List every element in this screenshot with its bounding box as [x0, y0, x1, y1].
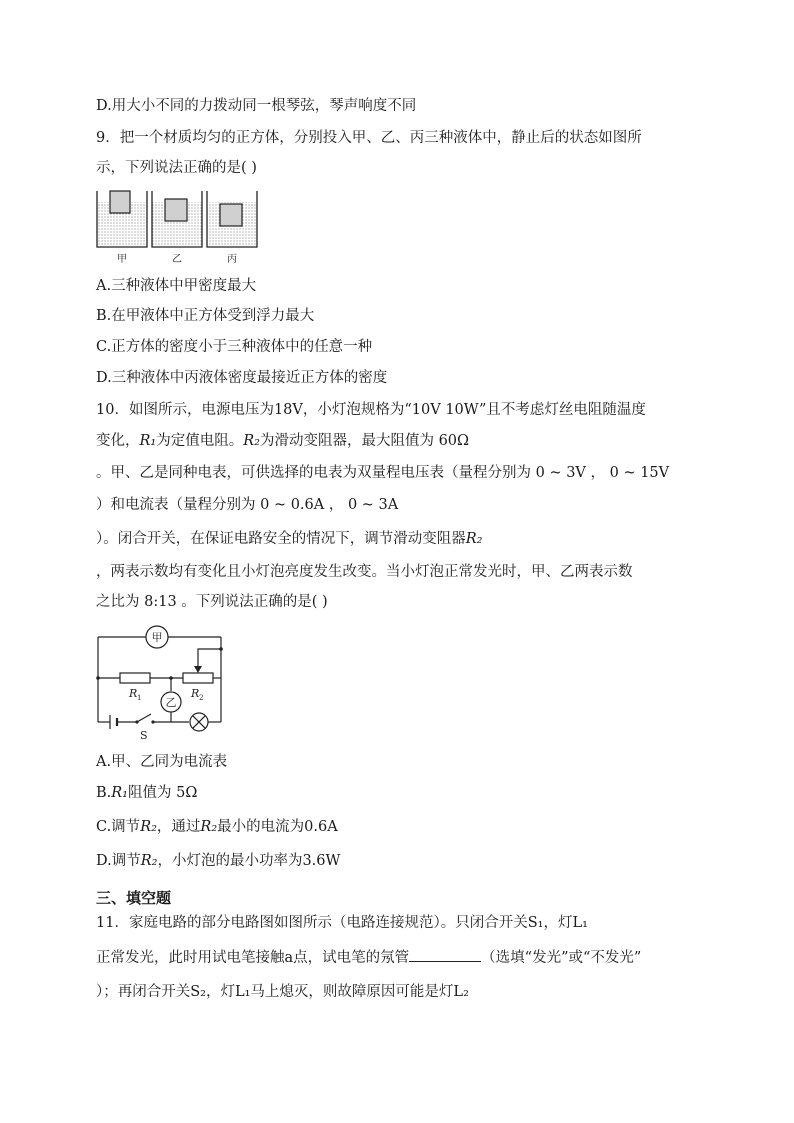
- var-r2: R₂: [465, 531, 483, 547]
- q10-text: ）。闭合开关，在保证电路安全的情况下，调节滑动变阻器: [96, 531, 466, 547]
- junction-dot: [219, 647, 223, 651]
- beaker-yi: [152, 191, 202, 247]
- q10-option-c: [96, 817, 338, 837]
- q10-text: 变化，: [96, 433, 140, 449]
- var-r1: R₁: [111, 785, 128, 801]
- q10-option-a: A.甲、乙同为电流表: [96, 754, 228, 770]
- label-yi: 乙: [172, 254, 182, 265]
- q10-text: D.调节: [96, 853, 141, 869]
- q10-stem-line6: ，两表示数均有变化且小灯泡亮度发生改变。当小灯泡正常发光时，甲、乙两表示数: [96, 564, 633, 580]
- r2-label: R: [191, 687, 200, 700]
- q11-text: （选填“发光”或“不发光”: [481, 950, 642, 966]
- meter-yi-label: 乙: [165, 696, 177, 709]
- switch-contact: [151, 720, 154, 723]
- q10-text: C.调节: [96, 819, 141, 835]
- r1-label: R: [129, 687, 138, 700]
- q10-option-d: [96, 851, 340, 871]
- q10-text: 阻值为 5Ω: [128, 785, 198, 801]
- q10-text: 最小的电流为0.6A: [217, 819, 338, 835]
- q9-option-d: D.三种液体中丙液体密度最接近正方体的密度: [96, 370, 388, 386]
- q10-stem-line3: 。甲、乙是同种电表，可供选择的电表为双量程电压表（量程分别为 0 ~ 3V ， 0 ~ 15V: [96, 465, 670, 481]
- resistor-r1: [120, 673, 150, 683]
- q9-beakers-figure: [95, 189, 265, 267]
- q10-stem-line1: 10．如图所示，电源电压为18V，小灯泡规格为“10V 10W”且不考虑灯丝电阻随温度: [96, 402, 646, 418]
- junction-dot: [96, 676, 100, 680]
- section-title: 三、填空题: [96, 889, 172, 907]
- junction-dot: [169, 676, 173, 680]
- slider-wire: [198, 649, 221, 667]
- cube-bing: [220, 204, 242, 226]
- q10-stem-line2: [96, 431, 469, 451]
- beaker-bing: [207, 191, 257, 247]
- var-r2: R₂: [243, 433, 260, 449]
- q8-option-d: D.用大小不同的力拨动同一根琴弦，琴声响度不同: [96, 98, 417, 114]
- q9-option-a: A.三种液体中甲密度最大: [96, 278, 257, 294]
- q10-text: 为滑动变阻器，最大阻值为 60Ω: [259, 433, 470, 449]
- q9-stem-line2: 示，下列说法正确的是( ): [96, 160, 257, 176]
- answer-blank[interactable]: [409, 947, 481, 962]
- var-r1: R₁: [139, 433, 157, 449]
- q9-option-b: B.在甲液体中正方体受到浮力最大: [96, 308, 315, 324]
- q10-text: ，通过: [156, 819, 201, 835]
- cube-jia: [110, 191, 130, 213]
- q11-text: 正常发光，此时用试电笔接触a点，试电笔的氖管: [96, 950, 410, 966]
- resistor-r2: [183, 673, 213, 683]
- switch-contact: [135, 720, 138, 723]
- var-r2: R₂: [140, 819, 157, 835]
- switch-blade: [137, 714, 151, 722]
- q10-option-b: [96, 783, 197, 803]
- meter-jia-label: 甲: [151, 631, 163, 644]
- var-r2: R₂: [140, 853, 158, 869]
- q10-stem-line5: [96, 529, 482, 549]
- q10-stem-line7: 之比为 8:13 。下列说法正确的是( ): [96, 594, 328, 610]
- q9-stem-line1: 9．把一个材质均匀的正方体，分别投入甲、乙、丙三种液体中，静止后的状态如图所: [96, 130, 642, 146]
- r2-label-sub: 2: [199, 694, 204, 702]
- q11-line1: 11．家庭电路的部分电路图如图所示（电路连接规范）。只闭合开关S₁，灯L₁: [96, 915, 588, 931]
- beaker-jia: [97, 191, 147, 247]
- q10-circuit-diagram: [95, 625, 230, 743]
- slider-arrowhead: [194, 666, 202, 673]
- label-jia: 甲: [117, 254, 127, 265]
- q11-line2: [96, 947, 641, 968]
- q10-text: B.: [96, 785, 112, 801]
- q10-text: 为定值电阻。: [156, 433, 244, 449]
- q10-stem-line4: ）和电流表（量程分别为 0 ~ 0.6A ， 0 ~ 3A: [96, 497, 399, 513]
- label-bing: 丙: [227, 254, 237, 265]
- r1-label-sub: 1: [137, 694, 142, 702]
- q11-line3: ）；再闭合开关S₂，灯L₁马上熄灭，则故障原因可能是灯L₂: [96, 984, 469, 1000]
- q10-text: ，小灯泡的最小功率为3.6W: [157, 853, 341, 869]
- q9-option-c: C.正方体的密度小于三种液体中的任意一种: [96, 339, 373, 355]
- switch-label: S: [140, 729, 148, 742]
- cube-yi: [165, 199, 187, 221]
- var-r2: R₂: [200, 819, 218, 835]
